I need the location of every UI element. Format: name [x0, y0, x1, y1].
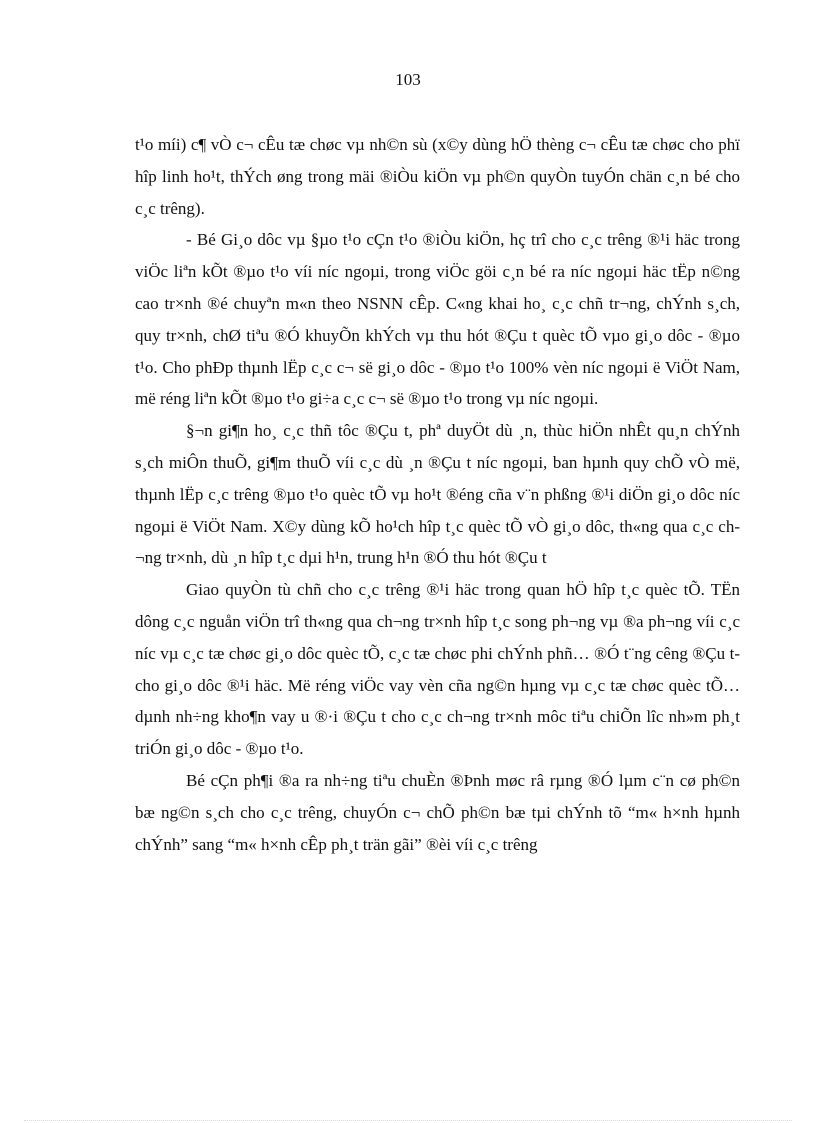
paragraph: Giao quyÒn tù chñ cho c¸c trêng ®¹i häc trong quan hÖ hîp t¸c quèc tÕ. TËn dông c¸c nguån viÖn trî th«ng qua ch¬ng tr×nh hîp t¸c song ph¬ng vµ ®a ph¬ng víi c¸c níc vµ c¸c tæ chøc gi¸o dôc quèc tÕ, c¸c tæ chøc phi chÝnh phñ… ®Ó t¨ng cêng ®Çu t cho gi¸o dôc ®¹i häc. Më réng viÖc vay vèn cña ng©n hµng vµ c¸c tæ chøc quèc tÕ… dµnh nh÷ng kho¶n vay u ®·i ®Çu t cho c¸c ch¬ng tr×nh môc tiªu chiÕn lîc nh»m ph¸t triÓn gi¸o dôc - ®µo t¹o.: [135, 580, 740, 759]
paragraph: Bé cÇn ph¶i ®a ra nh÷ng tiªu chuÈn ®Þnh møc râ rµng ®Ó lµm c¨n cø ph©n bæ ng©n s¸ch cho c¸c trêng, chuyÓn c¬ chÕ ph©n bæ tµi chÝnh tõ “m« h×nh hµnh chÝnh” sang “m« h×nh cÊp ph¸t trän gãi” ®èi víi c¸c trêng: [135, 770, 740, 854]
paragraph: t¹o míi) c¶ vÒ c¬ cÊu tæ chøc vµ nh©n sù (x©y dùng hÖ thèng c¬ cÊu tæ chøc cho phï hîp linh ho¹t, thÝch øng trong mäi ®iÒu kiÖn vµ ph©n quyÒn tuyÓn chän c¸n bé cho c¸c trêng).: [135, 135, 740, 218]
page-bottom-divider: [24, 1120, 792, 1121]
body-text: [135, 129, 740, 860]
page-number: 103: [395, 70, 421, 89]
paragraph: - Bé Gi¸o dôc vµ §µo t¹o cÇn t¹o ®iÒu kiÖn, hç trî cho c¸c trêng ®¹i häc trong viÖc liªn kÕt ®µo t¹o víi níc ngoµi, trong viÖc göi c¸n bé ra níc ngoµi häc tËp n©ng cao tr×nh ®é chuyªn m«n theo NSNN cÊp. C«ng khai ho¸ c¸c chñ tr¬ng, chÝnh s¸ch, quy tr×nh, chØ tiªu ®Ó khuyÕn khÝch vµ thu hót ®Çu t quèc tÕ vµo gi¸o dôc - ®µo t¹o. Cho phÐp thµnh lËp c¸c c¬ së gi¸o dôc - ®µo t¹o 100% vèn níc ngoµi ë ViÖt Nam, më réng liªn kÕt ®µo t¹o gi÷a c¸c c¬ së ®µo t¹o trong vµ níc ngoµi.: [135, 230, 740, 409]
paragraph: §¬n gi¶n ho¸ c¸c thñ tôc ®Çu t, phª duyÖt dù ¸n, thùc hiÖn nhÊt qu¸n chÝnh s¸ch miÔn thuÕ, gi¶m thuÕ víi c¸c dù ¸n ®Çu t níc ngoµi, ban hµnh quy chÕ vÒ më, thµnh lËp c¸c trêng ®µo t¹o quèc tÕ vµ ho¹t ®éng cña v¨n phßng ®¹i diÖn gi¸o dôc níc ngoµi ë ViÖt Nam. X©y dùng kÕ ho¹ch hîp t¸c quèc tÕ vÒ gi¸o dôc, th«ng qua c¸c ch¬ng tr×nh, dù ¸n hîp t¸c dµi h¹n, trung h¹n ®Ó thu hót ®Çu t: [135, 421, 740, 568]
